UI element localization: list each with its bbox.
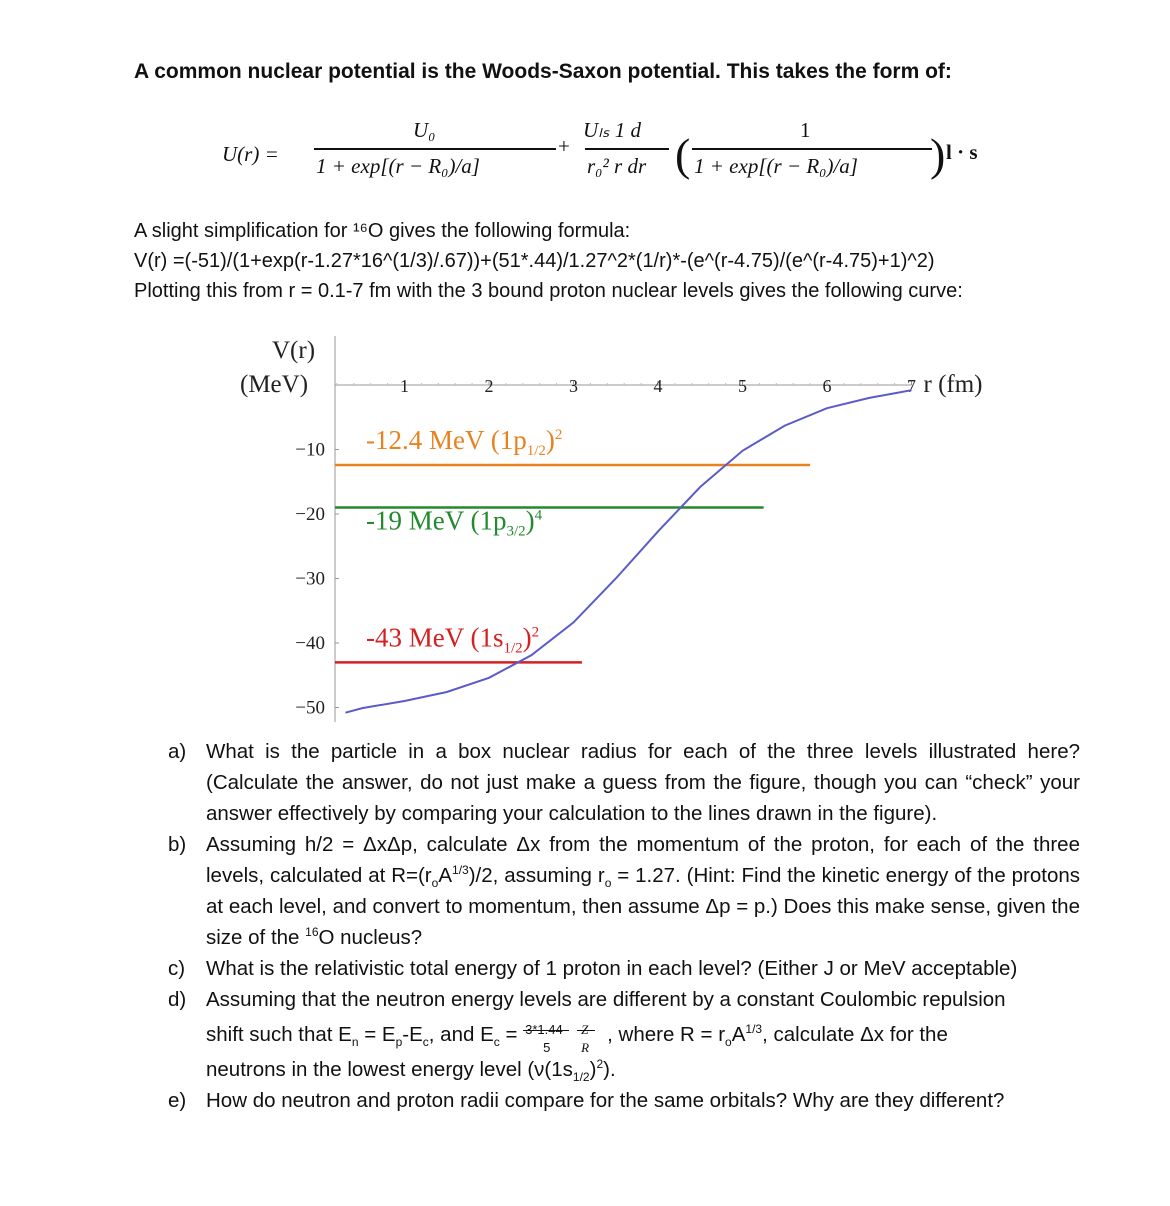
y-tick-label--30: −30 — [295, 568, 325, 590]
formula-term2-den: r₀² r dr — [587, 154, 647, 178]
x-tick-label-7: 7 — [907, 376, 916, 396]
question-e: e) How do neutron and proton radii compare for the same orbitals? Why are they different? — [168, 1089, 1005, 1112]
y-tick-label--20: −20 — [295, 504, 325, 525]
woods-saxon-formula — [0, 110, 1170, 200]
formula-inner-num: 1 — [800, 118, 811, 142]
x-axis-label: r (fm) — [923, 371, 983, 398]
level-label-0: -12.4 MeV $(1p_{1/2})^2$ — [366, 424, 563, 459]
y-axis-label-line1: V(r) — [272, 337, 316, 364]
formula-left-paren: ( — [675, 129, 691, 180]
question-list — [168, 736, 1080, 1116]
x-tick-label-2: 2 — [484, 376, 494, 396]
formula-inner-den: 1 + exp[(r − R₀)/a] — [694, 154, 858, 178]
x-tick-label-5: 5 — [738, 376, 747, 396]
intro-line-3: Plotting this from r = 0.1-7 fm with the 3 bound proton nuclear levels gives the following curve: — [134, 280, 963, 302]
intro-line-1: A slight simplification for ¹⁶O gives the following formula: — [134, 220, 631, 242]
x-tick-label-4: 4 — [653, 376, 663, 396]
formula-plus: + — [558, 134, 570, 158]
question-a: a) What is the particle in a box nuclear radius for each of the three levels illustrated here? (Calculate the answer, do not just make a guess from the figure, though you can “check” your answer effectively by comparing your calculation to the lines drawn in the figure). — [168, 740, 1080, 825]
level-label-1: -19 MeV $(1p_{3/2})^4$ — [366, 505, 543, 540]
page-heading: A common nuclear potential is the Woods-Saxon potential. This takes the form of: — [134, 60, 952, 83]
x-tick-label-1: 1 — [400, 376, 409, 396]
potential-chart — [0, 320, 1170, 730]
x-tick-label-3: 3 — [569, 376, 578, 396]
formula-lhs: U(r) = — [222, 142, 279, 166]
formula-term1-num: U₀ — [413, 118, 436, 142]
question-d: d) Assuming that the neutron energy levels are different by a constant Coulombic repulsion shift such that $E_n = E_p-E_c$, and $E_c$ = 3*1.44 5 Z R , where $R = r_oA^{1/3}$, calculate Δx for the neutrons in the lowest energy level $(\nu(1s_{1/2})^2)$. — [168, 988, 1006, 1085]
y-tick-label--40: −40 — [295, 633, 325, 654]
question-c: c) What is the relativistic total energy of 1 proton in each level? (Either J or MeV acceptable) — [168, 957, 1018, 980]
level-label-2: -43 MeV $(1s_{1/2})^2$ — [366, 622, 540, 657]
formula-term2-num: Uₗₛ 1 d — [583, 118, 641, 142]
intro-line-2: V(r) =(-51)/(1+exp(r-1.27*16^(1/3)/.67))+(51*.44)/1.27^2*(1/r)*-(e^(r-4.75)/(e^(r-4.75)+1)^2) — [134, 250, 935, 272]
formula-term1-den: 1 + exp[(r − R₀)/a] — [316, 154, 480, 178]
y-tick-label--10: −10 — [295, 439, 325, 461]
formula-right-paren: ) — [930, 129, 946, 180]
question-b: b) Assuming h/2 = ΔxΔp, calculate Δx from the momentum of the proton, for each of the three levels, calculated at $R=(r_oA^{1/3})/2$, assuming $r_o = 1.27$. (Hint: Find the kinetic energy of the protons at each level, and convert to momentum, then assume Δp = p.) Does this make sense, given the size of the $^{16}$O nucleus? — [168, 833, 1081, 949]
x-tick-label-6: 6 — [822, 376, 832, 396]
coulomb-fraction: 3*1.44 5 Z R — [523, 1026, 607, 1046]
y-tick-label--50: −50 — [295, 697, 325, 719]
y-axis-label-line2: (MeV) — [240, 371, 309, 398]
formula-tail: l · s — [946, 140, 978, 164]
